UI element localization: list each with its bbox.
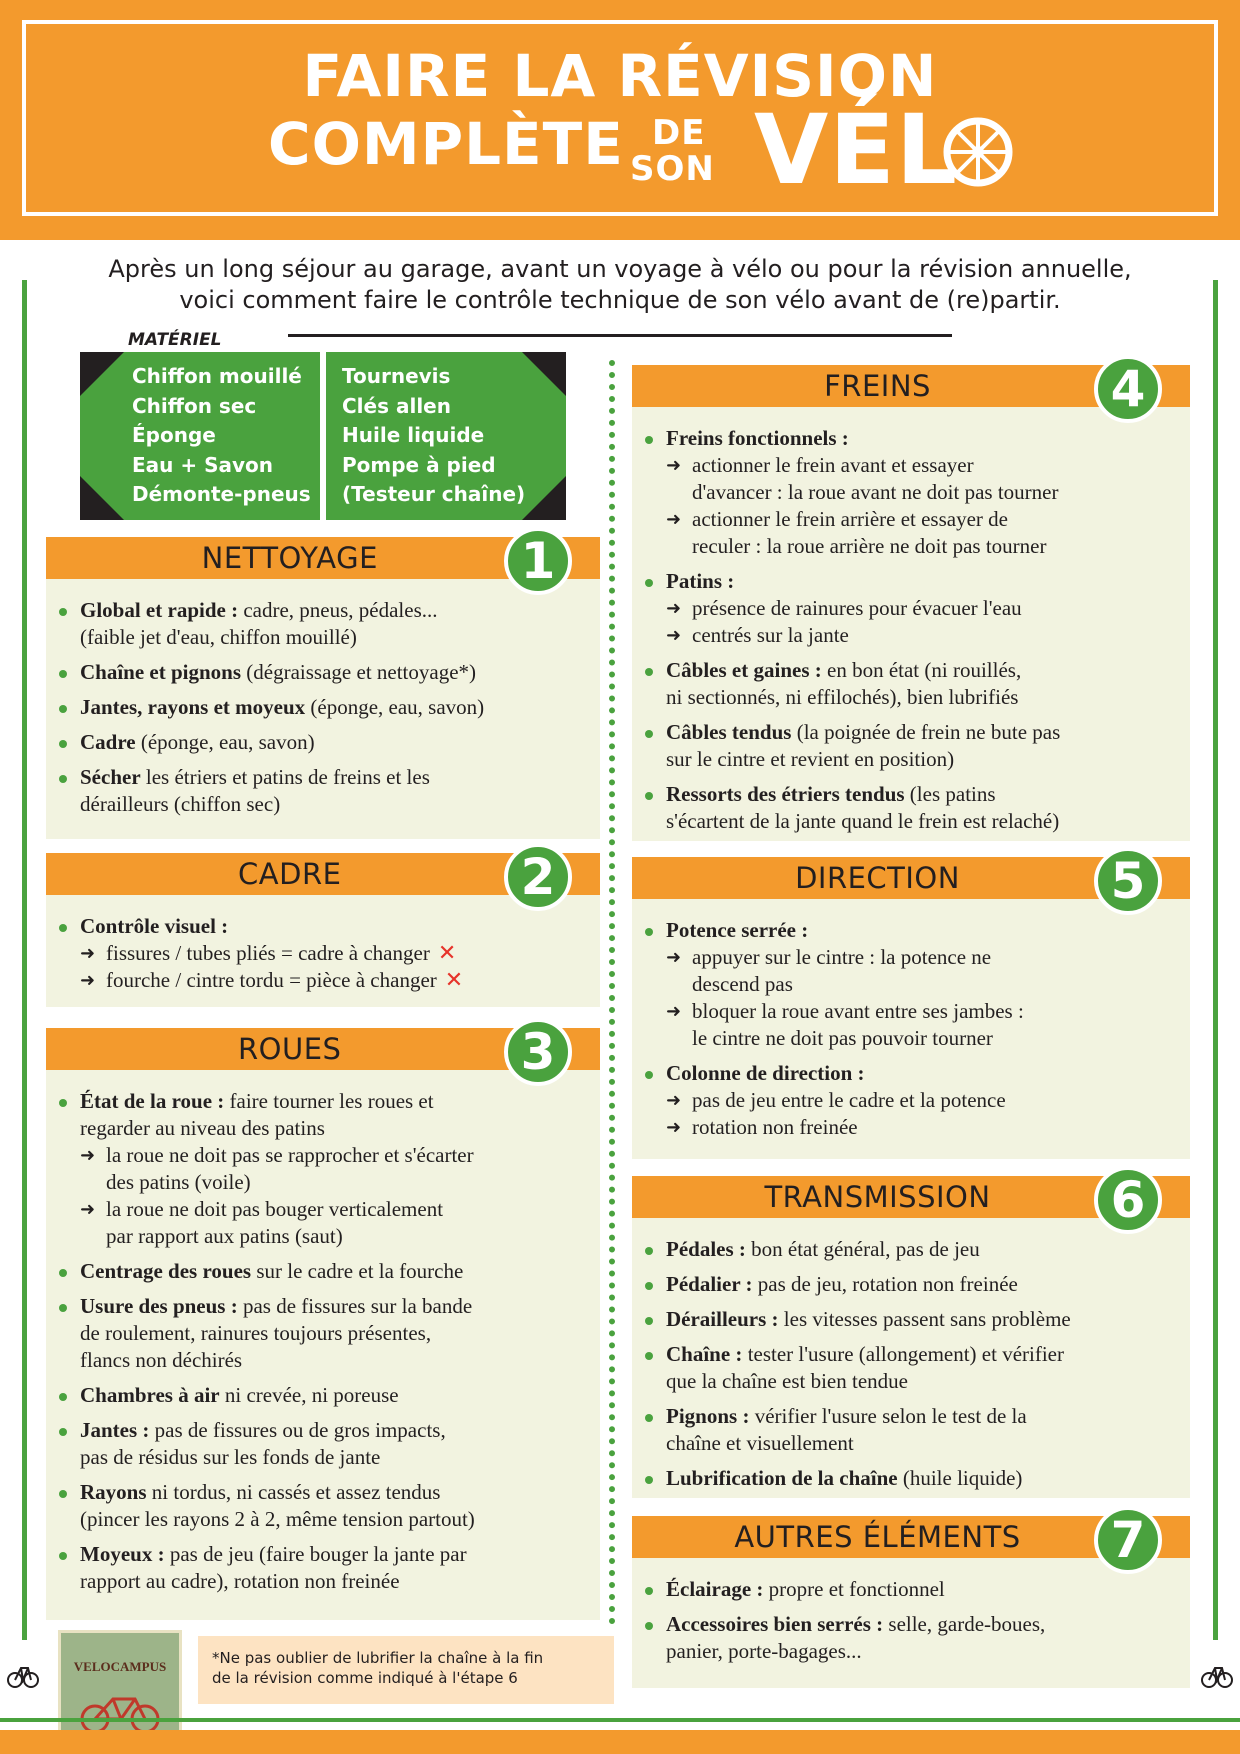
sub-item: ➜ la roue ne doit pas se rapprocher et s'écarter des patins (voile): [80, 1143, 474, 1194]
title-word-velo: VÉL: [754, 94, 959, 206]
materiel-item: Eau + Savon: [132, 452, 273, 477]
section-autres-elements: [632, 1511, 1190, 1688]
step-number-badge: 1: [504, 527, 572, 595]
list-item: Câbles tendus (la poignée de frein ne bute pas sur le cintre et revient en position): [642, 719, 1182, 773]
materiel-item: Chiffon sec: [132, 393, 257, 418]
materiel-item: Éponge: [132, 423, 216, 447]
list-item: Global et rapide : cadre, pneus, pédales... (faible jet d'eau, chiffon mouillé): [56, 597, 592, 651]
section-title: FREINS: [824, 369, 931, 403]
section-direction: [632, 852, 1190, 1159]
step-number-badge: 2: [504, 843, 572, 911]
bottom-border: [0, 1718, 1240, 1722]
list-item: Colonne de direction : ➜ pas de jeu entre le cadre et la potence ➜ rotation non freinée: [642, 1060, 1182, 1141]
arrow-icon: ➜: [80, 970, 96, 991]
list-item: Potence serrée : ➜ appuyer sur le cintre : la potence ne descend pas ➜ bloquer la roue avant entre ses jambes : le cintre ne doit pas pouvoir tourner: [642, 917, 1182, 1052]
footnote-line-1: *Ne pas oublier de lubrifier la chaîne à la fin: [212, 1649, 544, 1667]
section-cadre: [46, 848, 600, 1007]
intro-text: [30, 254, 1210, 316]
list-item: Pédales : bon état général, pas de jeu: [642, 1236, 1182, 1263]
list-item: Patins : ➜ présence de rainures pour évacuer l'eau ➜ centrés sur la jante: [642, 568, 1182, 649]
bicycle-icon: [6, 1658, 40, 1692]
header-banner: [0, 0, 1240, 240]
intro-line-1: Après un long séjour au garage, avant un voyage à vélo ou pour la révision annuelle,: [108, 255, 1132, 283]
arrow-icon: ➜: [666, 509, 682, 530]
materiel-item: Pompe à pied: [342, 452, 496, 477]
intro-line-2: voici comment faire le contrôle technique de son vélo avant de (re)partir.: [179, 286, 1061, 314]
sub-item: ➜ fourche / cintre tordu = pièce à changer ✕: [80, 968, 464, 993]
step-number-badge: 7: [1094, 1506, 1162, 1574]
sub-item: ➜ bloquer la roue avant entre ses jambes : le cintre ne doit pas pouvoir tourner: [666, 999, 1024, 1050]
section-title: CADRE: [238, 857, 342, 891]
step-number-badge: 4: [1094, 355, 1162, 423]
materiel-title: MATÉRIEL: [128, 330, 222, 350]
materiel-rule: [288, 334, 952, 337]
sub-item: ➜ appuyer sur le cintre : la potence ne descend pas: [666, 945, 992, 996]
list-item: Jantes, rayons et moyeux (éponge, eau, savon): [56, 694, 592, 721]
bicycle-icon: [1200, 1658, 1234, 1692]
materiel-box-right: [326, 352, 566, 520]
sub-item: ➜ centrés sur la jante: [666, 623, 849, 647]
left-border: [22, 280, 27, 1640]
materiel-item: Démonte-pneus: [132, 482, 311, 506]
sub-item: ➜ fissures / tubes pliés = cadre à changer ✕: [80, 941, 457, 966]
list-item: Contrôle visuel : ➜ fissures / tubes pliés = cadre à changer ✕ ➜ fourche / cintre tordu = pièce à changer ✕: [56, 913, 592, 994]
arrow-icon: ➜: [666, 1001, 682, 1022]
list-item: Câbles et gaines : en bon état (ni rouillés, ni sectionnés, ni effilochés), bien lubrifiés: [642, 657, 1182, 711]
materiel-item: (Testeur chaîne): [342, 482, 526, 506]
list-item: Lubrification de la chaîne (huile liquide): [642, 1465, 1182, 1492]
sub-item: ➜ actionner le frein avant et essayer d'avancer : la roue avant ne doit pas tourner: [666, 453, 1059, 504]
logo-text: VELOCAMPUS: [73, 1659, 167, 1674]
sub-item: ➜ la roue ne doit pas bouger verticalement par rapport aux patins (saut): [80, 1197, 444, 1248]
arrow-icon: ➜: [80, 1145, 96, 1166]
bottom-band: [0, 1730, 1240, 1754]
list-item: Accessoires bien serrés : selle, garde-boues, panier, porte-bagages...: [642, 1611, 1182, 1665]
arrow-icon: ➜: [666, 598, 682, 619]
section-title: ROUES: [238, 1032, 342, 1066]
section-roues: [46, 1023, 600, 1620]
section-nettoyage: [46, 532, 600, 839]
materiel-item: Chiffon mouillé: [132, 364, 302, 388]
arrow-icon: ➜: [666, 625, 682, 646]
list-item: Freins fonctionnels : ➜ actionner le frein avant et essayer d'avancer : la roue avant ne doit pas tourner ➜ actionner le frein arrière et essayer de reculer : la roue arrière ne doit pas tourner: [642, 425, 1182, 560]
sub-item: ➜ rotation non freinée: [666, 1115, 858, 1139]
list-item: Sécher les étriers et patins de freins et les dérailleurs (chiffon sec): [56, 764, 592, 818]
section-freins: [632, 360, 1190, 841]
materiel-item: Tournevis: [342, 364, 451, 388]
arrow-icon: ➜: [666, 1090, 682, 1111]
sub-item: ➜ pas de jeu entre le cadre et la potence: [666, 1088, 1006, 1112]
sub-item: ➜ présence de rainures pour évacuer l'eau: [666, 596, 1022, 620]
list-item: Usure des pneus : pas de fissures sur la bande de roulement, rainures toujours présentes, flancs non déchirés: [56, 1293, 592, 1374]
list-item: Dérailleurs : les vitesses passent sans problème: [642, 1306, 1182, 1333]
list-item: Ressorts des étriers tendus (les patins s'écartent de la jante quand le frein est relaché): [642, 781, 1182, 835]
list-item: Cadre (éponge, eau, savon): [56, 729, 592, 756]
bike-wheel-icon: [942, 116, 1014, 188]
title-line-2: COMPLÈTE: [268, 110, 624, 178]
cross-icon: ✕: [444, 968, 464, 993]
arrow-icon: ➜: [666, 1117, 682, 1138]
sub-item: ➜ actionner le frein arrière et essayer de reculer : la roue arrière ne doit pas tourner: [666, 507, 1047, 558]
section-title: NETTOYAGE: [201, 541, 378, 575]
step-number-badge: 6: [1094, 1166, 1162, 1234]
list-item: Éclairage : propre et fonctionnel: [642, 1576, 1182, 1603]
arrow-icon: ➜: [666, 455, 682, 476]
section-title: DIRECTION: [795, 861, 960, 895]
list-item: Chaîne et pignons (dégraissage et nettoyage*): [56, 659, 592, 686]
right-border: [1213, 280, 1218, 1640]
footnote-line-2: de la révision comme indiqué à l'étape 6: [212, 1669, 518, 1687]
section-title: TRANSMISSION: [764, 1180, 991, 1214]
arrow-icon: ➜: [80, 943, 96, 964]
list-item: Centrage des roues sur le cadre et la fourche: [56, 1258, 592, 1285]
list-item: Moyeux : pas de jeu (faire bouger la jante par rapport au cadre), rotation non freinée: [56, 1541, 592, 1595]
title-line-1: FAIRE LA RÉVISION: [302, 42, 938, 110]
list-item: Chambres à air ni crevée, ni poreuse: [56, 1382, 592, 1409]
list-item: Rayons ni tordus, ni cassés et assez tendus (pincer les rayons 2 à 2, même tension partout): [56, 1479, 592, 1533]
list-item: Pédalier : pas de jeu, rotation non freinée: [642, 1271, 1182, 1298]
cross-icon: ✕: [437, 941, 457, 966]
footnote-box: [198, 1636, 614, 1704]
section-title: AUTRES ÉLÉMENTS: [734, 1520, 1021, 1554]
bicycle-icon: [77, 1687, 163, 1735]
list-item: État de la roue : faire tourner les roues et regarder au niveau des patins ➜ la roue ne doit pas se rapprocher et s'écarter des patins (voile) ➜ la roue ne doit pas bouger verticalement par rapport aux patins (saut): [56, 1088, 592, 1250]
section-transmission: [632, 1171, 1190, 1498]
title-word-son: SON: [630, 149, 715, 189]
arrow-icon: ➜: [80, 1199, 96, 1220]
title-word-de: DE: [652, 113, 706, 153]
list-item: Pignons : vérifier l'usure selon le test de la chaîne et visuellement: [642, 1403, 1182, 1457]
step-number-badge: 5: [1094, 847, 1162, 915]
materiel-box-left: [80, 352, 320, 520]
arrow-icon: ➜: [666, 947, 682, 968]
materiel-item: Clés allen: [342, 393, 451, 418]
step-number-badge: 3: [504, 1018, 572, 1086]
column-divider: [609, 360, 615, 1625]
materiel-item: Huile liquide: [342, 423, 485, 447]
list-item: Jantes : pas de fissures ou de gros impacts, pas de résidus sur les fonds de jante: [56, 1417, 592, 1471]
list-item: Chaîne : tester l'usure (allongement) et vérifier que la chaîne est bien tendue: [642, 1341, 1182, 1395]
